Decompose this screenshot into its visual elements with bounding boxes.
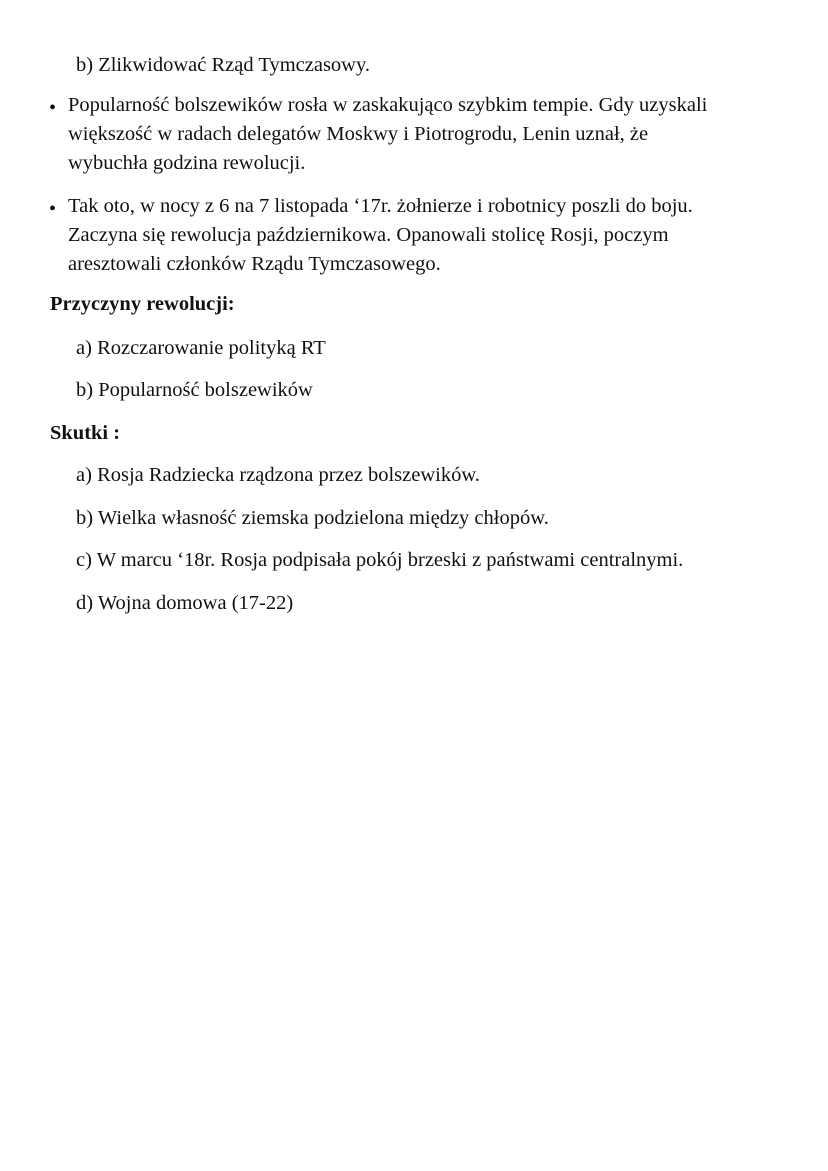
paragraph-line: Zaczyna się rewolucja październikowa. Opanowali stolicę Rosji, poczym [68, 224, 669, 246]
bullet-icon: • [49, 97, 57, 119]
list-marker: a) [76, 337, 92, 359]
list-item-text: Rozczarowanie polityką RT [97, 337, 326, 359]
list-item [76, 550, 683, 571]
list-marker: d) [76, 592, 94, 614]
paragraph-line: wybuchła godzina rewolucji. [68, 152, 306, 174]
paragraph-line: Popularność bolszewików rosła w zaskakująco szybkim tempie. Gdy uzyskali [68, 94, 708, 116]
list-item-text: Zlikwidować Rząd Tymczasowy. [98, 54, 371, 76]
list-item [76, 338, 326, 359]
paragraph-line: Tak oto, w nocy z 6 na 7 listopada ‘17r. żołnierze i robotnicy poszli do boju. [68, 195, 693, 217]
list-item [76, 593, 293, 614]
list-item [76, 465, 480, 486]
bullet-paragraph [68, 192, 693, 279]
paragraph-line: większość w radach delegatów Moskwy i Piotrogrodu, Lenin uznał, że [68, 123, 649, 145]
bullet-paragraph [68, 91, 707, 178]
list-item-text: W marcu ‘18r. Rosja podpisała pokój brzeski z państwami centralnymi. [96, 549, 684, 571]
list-item-text: Wojna domowa (17-22) [97, 592, 294, 614]
list-item-text: Wielka własność ziemska podzielona między chłopów. [97, 507, 549, 529]
section-heading-effects: Skutki : [50, 422, 121, 444]
list-marker: b) [76, 379, 94, 401]
list-item [76, 380, 313, 401]
list-marker: b) [76, 507, 94, 529]
paragraph-line: aresztowali członków Rządu Tymczasowego. [68, 253, 441, 275]
section-heading-causes: Przyczyny rewolucji: [50, 293, 235, 315]
list-marker: b) [76, 54, 94, 76]
list-item [76, 55, 370, 76]
list-marker: c) [76, 549, 92, 571]
bullet-icon: • [49, 198, 57, 220]
list-item-text: Rosja Radziecka rządzona przez bolszewików. [97, 464, 480, 486]
list-item-text: Popularność bolszewików [98, 379, 313, 401]
list-marker: a) [76, 464, 92, 486]
list-item [76, 508, 549, 529]
